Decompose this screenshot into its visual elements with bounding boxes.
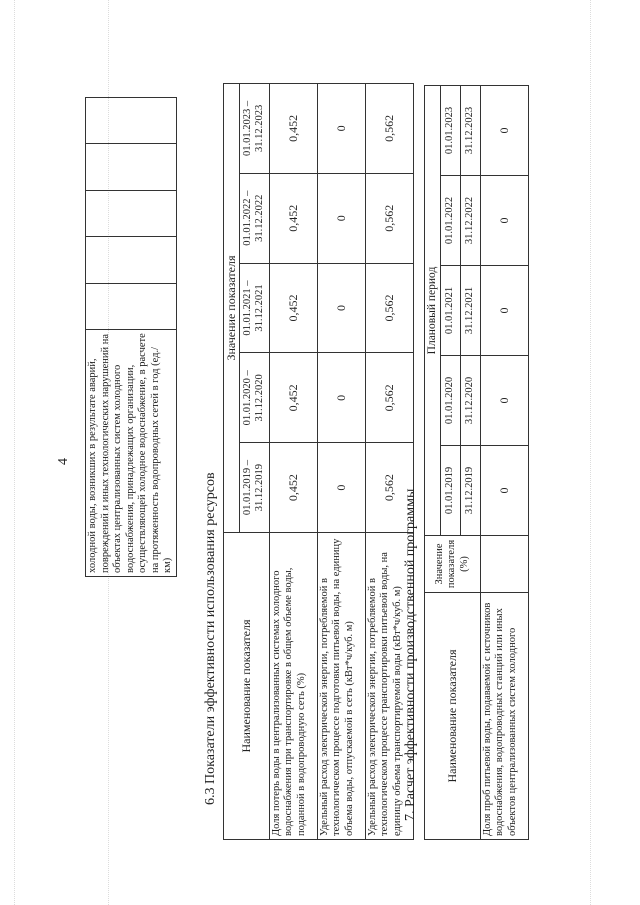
row-name: Удельный расход электрической энергии, потребляемой в технологическом процессе транспортировки питьевой воды, на единицу объема транспортируемой воды (кВт*ч/куб. м) — [365, 533, 413, 840]
row-value: 0 — [317, 443, 365, 533]
top-table-text: холодной воды, возникших в результате аварий, повреждений и иных технологических нарушений на объектах централизованных систем холодного водоснабжения, принадлежащих организации, осуществляющей холодное водоснабжение, в расчете на протяженность водопроводных сетей в год (ед./км) — [86, 330, 177, 577]
row-value: 0 — [480, 446, 528, 536]
row-value: 0,562 — [365, 173, 413, 263]
period-start: 01.01.2019 — [440, 446, 460, 536]
period-header: 01.01.2023 – 31.12.2023 — [239, 84, 269, 174]
row-value: 0 — [480, 356, 528, 446]
row-value: 0 — [480, 176, 528, 266]
row-name: Удельный расход электрической энергии, потребляемой в технологическом процессе подготовки питьевой воды, на единицу объема воды, отпускаемой в сеть (кВт*ч/куб. м) — [317, 533, 365, 840]
period-start: 01.01.2023 — [440, 86, 460, 176]
period-start: 01.01.2021 — [440, 266, 460, 356]
row-value: 0,452 — [269, 443, 317, 533]
table-row — [317, 84, 365, 840]
row-value: 0 — [480, 266, 528, 356]
top-table — [85, 97, 177, 577]
row-value: 0,562 — [365, 443, 413, 533]
period-start: 01.01.2022 — [440, 176, 460, 266]
period-end: 31.12.2020 — [460, 356, 480, 446]
row-value: 0,452 — [269, 173, 317, 263]
period-end: 31.12.2021 — [460, 266, 480, 356]
row-value: 0,452 — [269, 263, 317, 353]
row-name: Доля проб питьевой воды, подаваемой с источников водоснабжения, водопроводных станций или иных объектов централизованных систем холодного — [480, 593, 528, 840]
row-value: 0,562 — [365, 353, 413, 443]
section-7-title: 7. Расчет эффективности производственной программы — [403, 488, 418, 821]
col-group-header: Плановый период — [425, 86, 441, 536]
row-value: 0,562 — [365, 263, 413, 353]
top-table-empty-cell — [86, 144, 177, 190]
period-end: 31.12.2019 — [460, 446, 480, 536]
row-value: 0 — [317, 173, 365, 263]
top-table-empty-cell — [86, 237, 177, 283]
period-end: 31.12.2023 — [460, 86, 480, 176]
row-value: 0 — [317, 353, 365, 443]
row-value: 0,452 — [269, 353, 317, 443]
col-group-header: Значение показателя — [224, 84, 240, 533]
row-value: 0 — [480, 86, 528, 176]
table-row — [480, 86, 528, 840]
col-name-header: Наименование показателя — [425, 593, 481, 840]
period-header: 01.01.2019 – 31.12.2019 — [239, 443, 269, 533]
row-value: 0,452 — [269, 84, 317, 174]
period-header: 01.01.2021 – 31.12.2021 — [239, 263, 269, 353]
row-empty-cell — [480, 536, 528, 593]
resource-efficiency-table — [223, 83, 414, 840]
period-end: 31.12.2022 — [460, 176, 480, 266]
row-name: Доля потерь воды в централизованных системах холодного водоснабжения при транспортировке в общем объеме воды, поданной в водопроводную сеть (%) — [269, 533, 317, 840]
row-value: 0 — [317, 263, 365, 353]
row-value: 0,562 — [365, 84, 413, 174]
top-table-empty-cell — [86, 98, 177, 144]
top-table-empty-cell — [86, 190, 177, 236]
period-start: 01.01.2020 — [440, 356, 460, 446]
page-number: 4 — [56, 458, 71, 465]
section-6-3-title: 6.3 Показатели эффективности использования ресурсов — [203, 472, 218, 805]
program-efficiency-table — [424, 85, 529, 840]
col-value-header: Значение показателя (%) — [425, 536, 481, 593]
col-name-header: Наименование показателя — [224, 533, 270, 840]
top-table-empty-cell — [86, 283, 177, 329]
table-row — [269, 84, 317, 840]
period-header: 01.01.2020 – 31.12.2020 — [239, 353, 269, 443]
period-header: 01.01.2022 – 31.12.2022 — [239, 173, 269, 263]
row-value: 0 — [317, 84, 365, 174]
